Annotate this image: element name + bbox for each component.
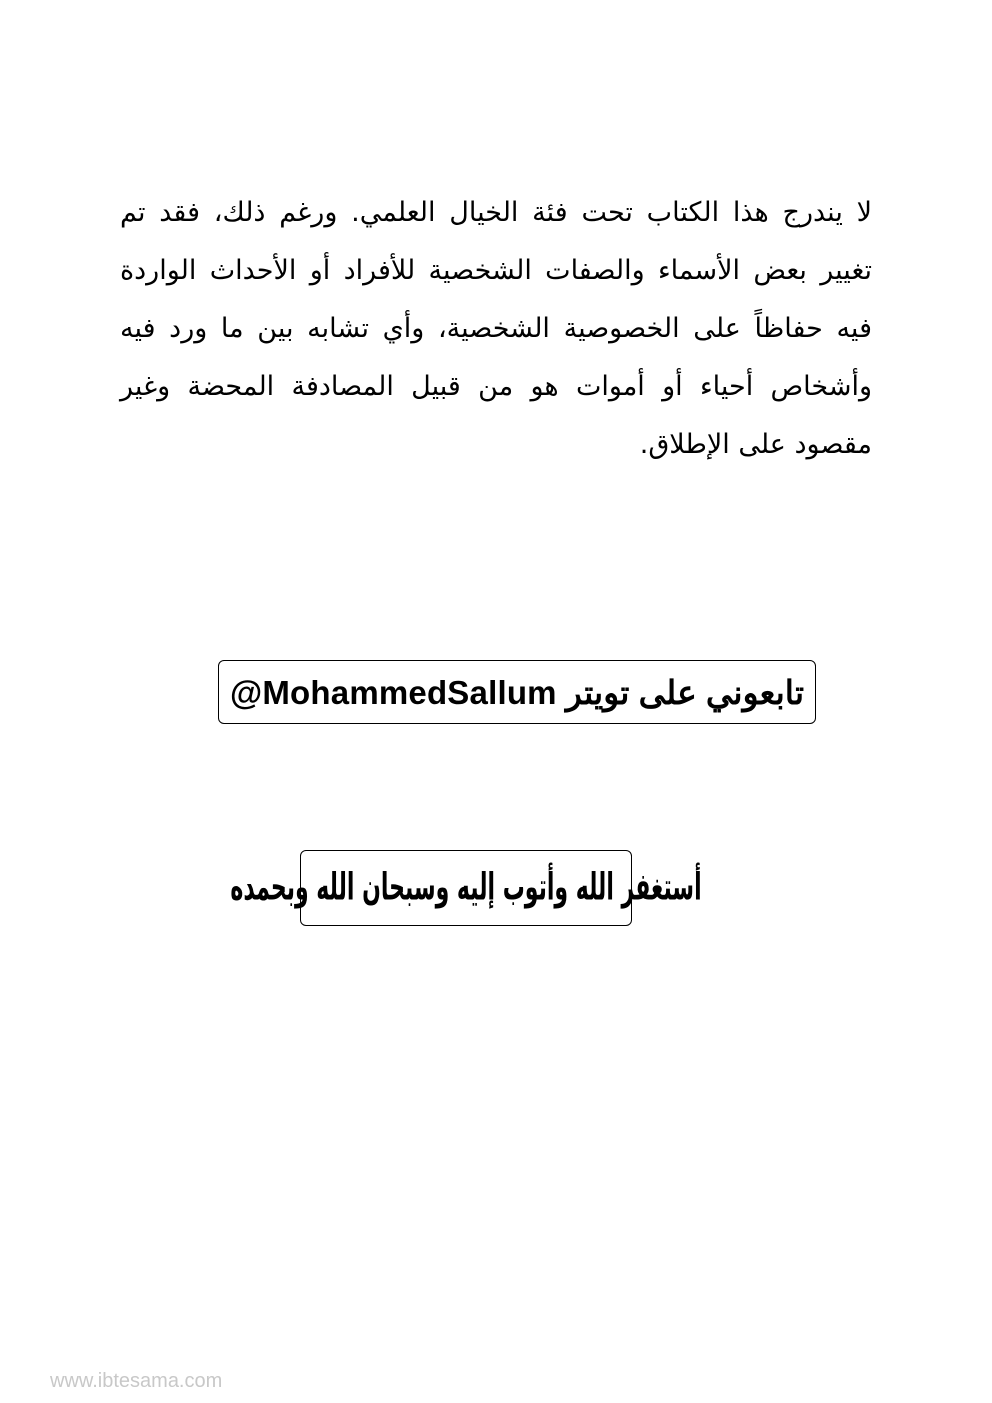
dua-text: أستغفر الله وأتوب إليه وسبحان الله وبحمده <box>230 866 702 910</box>
twitter-follow-banner <box>218 660 816 724</box>
dua-banner <box>230 850 702 926</box>
twitter-follow-text: تابعوني على تويتر MohammedSallum@ <box>229 673 805 711</box>
disclaimer-paragraph: لا يندرج هذا الكتاب تحت فئة الخيال العلمي. ورغم ذلك، فقد تم تغيير بعض الأسماء والصفات الشخصية للأفراد أو الأحداث الواردة فيه حفاظاً على الخصوصية الشخصية، وأي تشابه بين ما ورد فيه وأشخاص أحياء أو أموات هو من قبيل المصادفة المحضة وغير مقصود على الإطلاق. <box>120 197 872 460</box>
website-watermark: www.ibtesama.com <box>50 1370 223 1392</box>
